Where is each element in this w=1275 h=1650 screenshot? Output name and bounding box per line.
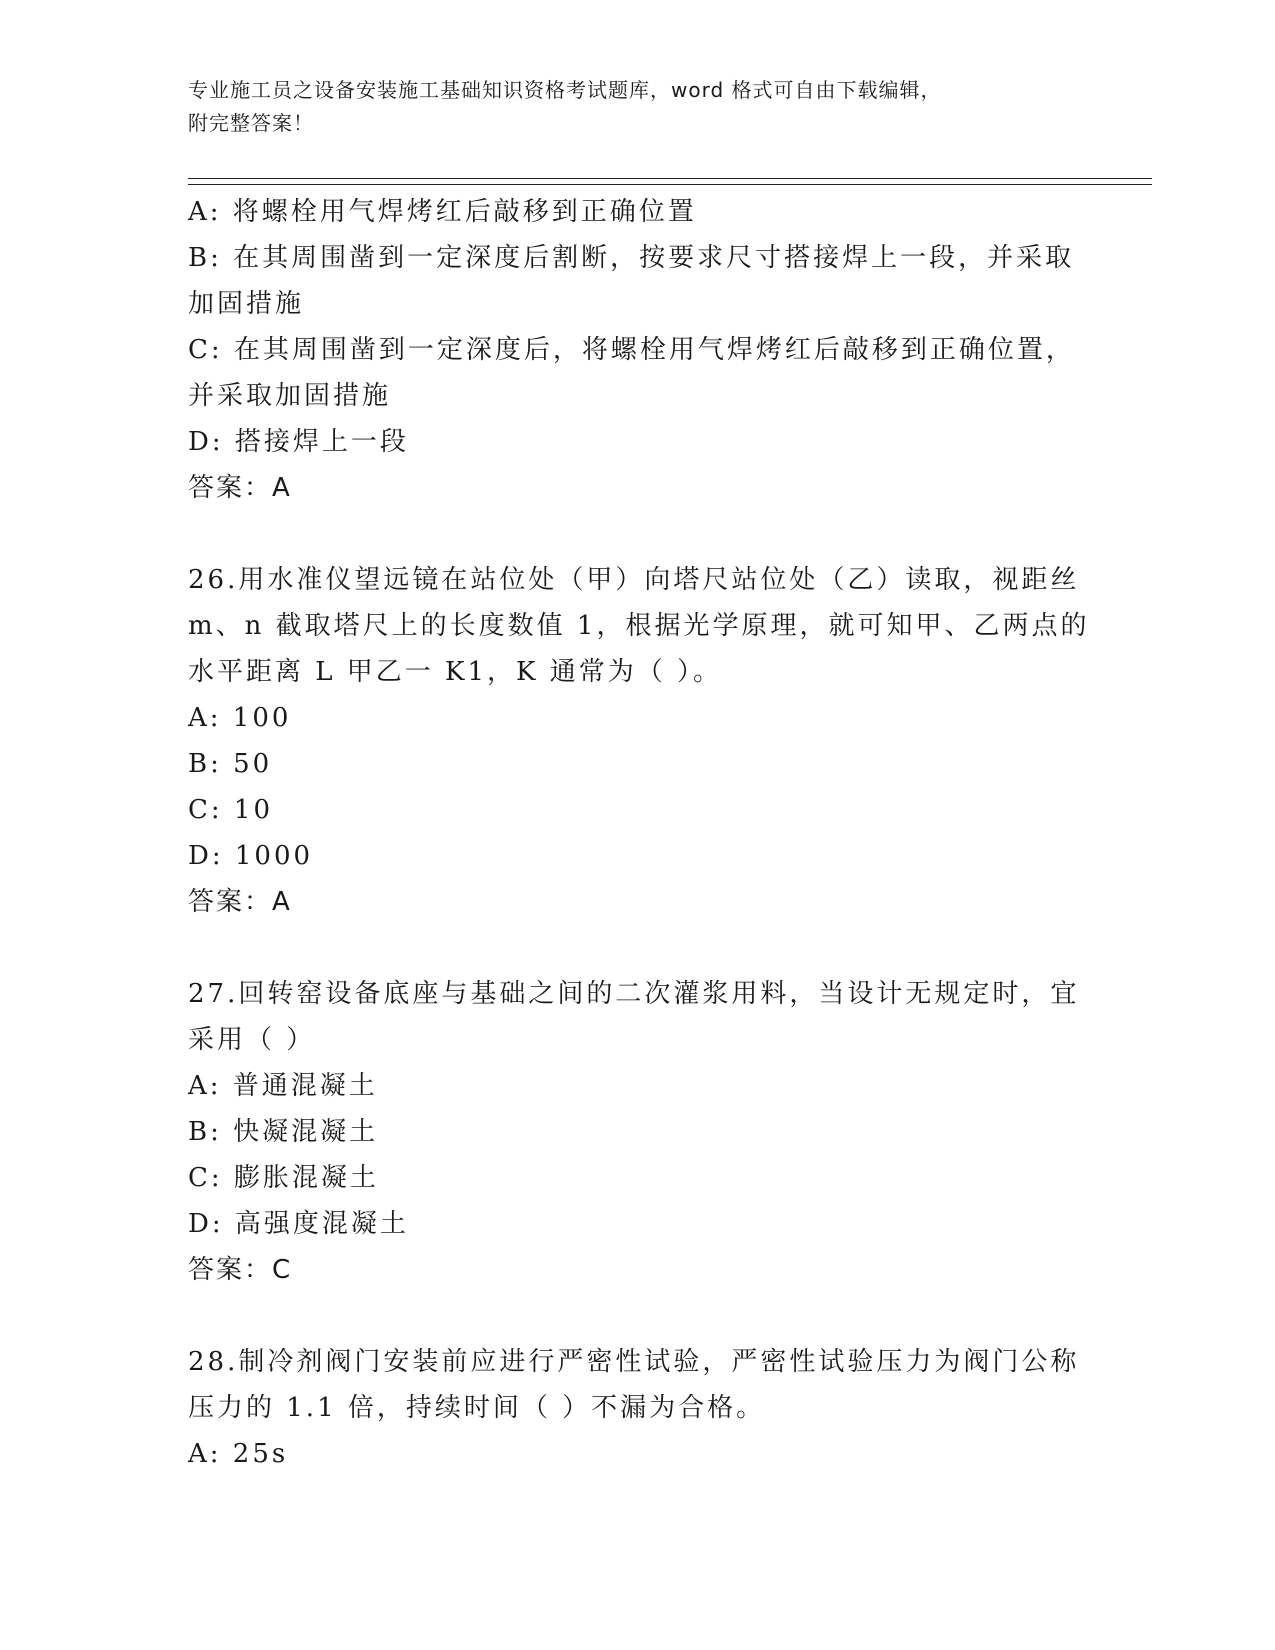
- question-content: [188, 189, 1088, 1477]
- question-stem-continued: 采用（ ）: [188, 1025, 316, 1055]
- option-d: D: 搭接焊上一段: [188, 427, 409, 457]
- header-divider-top: [188, 178, 1152, 179]
- question-stem-continued: 压力的 1.1 倍，持续时间（ ）不漏为合格。: [188, 1393, 766, 1423]
- option-a: A: 普通混凝土: [188, 1071, 378, 1101]
- option-d: D: 高强度混凝土: [188, 1209, 409, 1239]
- document-header: [188, 74, 1068, 140]
- option-c: C: 10: [188, 795, 274, 825]
- header-line-2: 附完整答案！: [188, 111, 314, 135]
- question-stem: 26.用水准仪望远镜在站位处（甲）向塔尺站位处（乙）读取，视距丝: [188, 565, 1080, 595]
- answer: 答案：A: [188, 887, 292, 917]
- question-stem: 28.制冷剂阀门安装前应进行严密性试验，严密性试验压力为阀门公称: [188, 1347, 1080, 1377]
- header-line-1: 专业施工员之设备安装施工基础知识资格考试题库，word 格式可自由下载编辑，: [188, 78, 942, 102]
- answer: 答案：A: [188, 473, 292, 503]
- option-d: D: 1000: [188, 841, 314, 871]
- question-25-continued: [188, 189, 1088, 511]
- option-b: B: 快凝混凝土: [188, 1117, 379, 1147]
- question-stem-continued: 水平距离 L 甲乙一 K1，K 通常为（ ）。: [188, 657, 722, 687]
- option-c: C: 在其周围凿到一定深度后，将螺栓用气焊烤红后敲移到正确位置，: [188, 335, 1075, 365]
- option-b-continued: 加固措施: [188, 289, 305, 319]
- option-b: B: 在其周围凿到一定深度后割断，按要求尺寸搭接焊上一段，并采取: [188, 243, 1075, 273]
- question-stem-continued: m、n 截取塔尺上的长度数值 1，根据光学原理，就可知甲、乙两点的: [188, 611, 1090, 641]
- question-26: [188, 557, 1088, 925]
- question-28: [188, 1339, 1088, 1477]
- answer: 答案：C: [188, 1255, 293, 1285]
- option-a: A: 将螺栓用气焊烤红后敲移到正确位置: [188, 197, 697, 227]
- option-b: B: 50: [188, 749, 273, 779]
- question-27: [188, 971, 1088, 1293]
- option-a: A: 100: [188, 703, 292, 733]
- option-c: C: 膨胀混凝土: [188, 1163, 379, 1193]
- option-c-continued: 并采取加固措施: [188, 381, 392, 411]
- question-stem: 27.回转窑设备底座与基础之间的二次灌浆用料，当设计无规定时，宜: [188, 979, 1080, 1009]
- header-divider-bottom: [188, 184, 1152, 185]
- option-a: A: 25s: [188, 1439, 289, 1469]
